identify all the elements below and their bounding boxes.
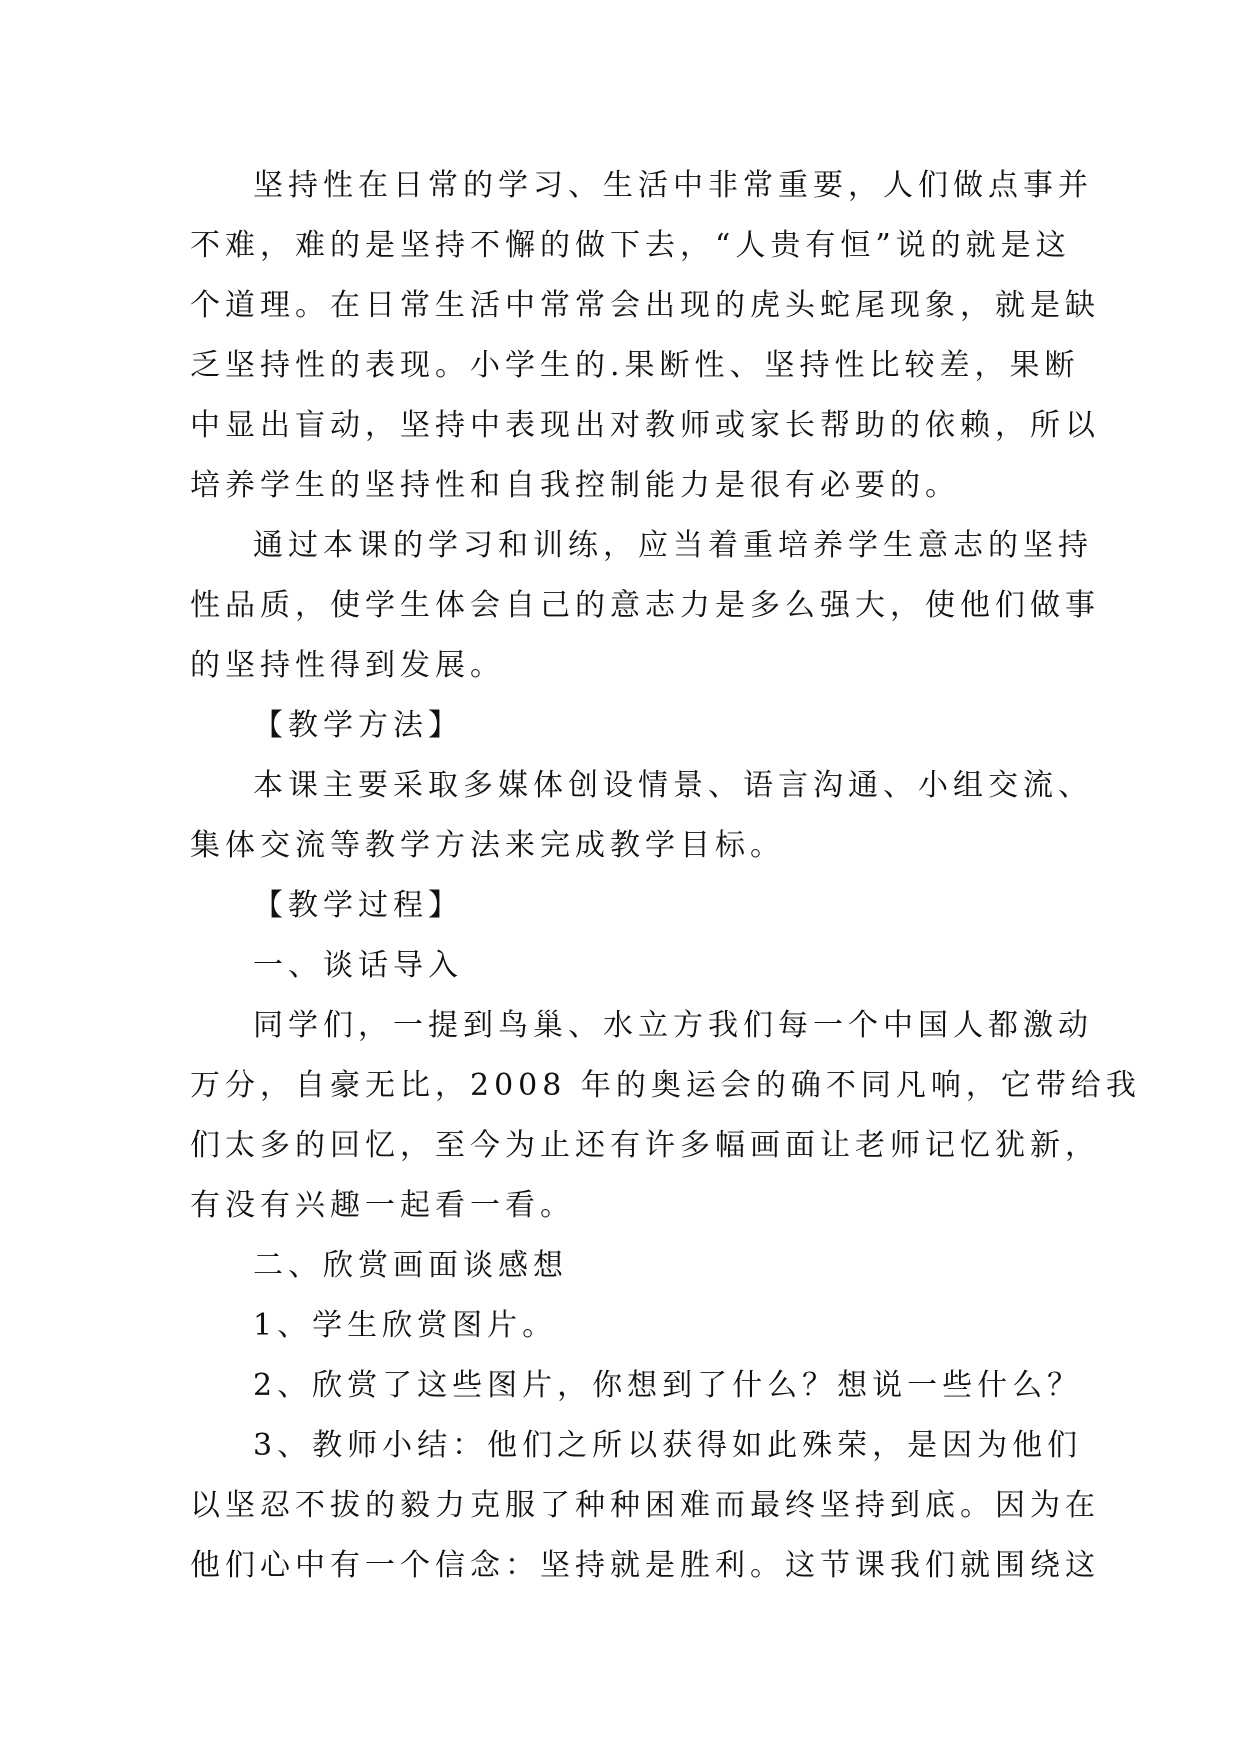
list-item: 1、学生欣赏图片。 — [253, 1308, 558, 1343]
text-line: 中显出盲动，坚持中表现出对教师或家长帮助的依赖，所以 — [190, 408, 1100, 443]
document-body — [190, 156, 1141, 1596]
section-heading-teaching-method: 【教学方法】 — [253, 708, 463, 743]
text-line: 个道理。在日常生活中常常会出现的虎头蛇尾现象，就是缺 — [190, 288, 1100, 323]
subheading-appreciation: 二、欣赏画面谈感想 — [253, 1248, 568, 1283]
text-line: 他们心中有一个信念：坚持就是胜利。这节课我们就围绕这 — [190, 1548, 1100, 1583]
list-item: 2、欣赏了这些图片，你想到了什么？想说一些什么？ — [253, 1368, 1083, 1403]
text-line: 们太多的回忆，至今为止还有许多幅画面让老师记忆犹新， — [190, 1128, 1100, 1163]
text-line: 坚持性在日常的学习、生活中非常重要，人们做点事并 — [253, 168, 1093, 203]
text-line: 以坚忍不拔的毅力克服了种种困难而最终坚持到底。因为在 — [190, 1488, 1100, 1523]
text-line: 通过本课的学习和训练，应当着重培养学生意志的坚持 — [253, 528, 1093, 563]
text-line: 有没有兴趣一起看一看。 — [190, 1188, 575, 1223]
text-line: 培养学生的坚持性和自我控制能力是很有必要的。 — [190, 468, 960, 503]
text-line: 同学们，一提到鸟巢、水立方我们每一个中国人都激动 — [253, 1008, 1093, 1043]
text-line: 乏坚持性的表现。小学生的.果断性、坚持性比较差，果断 — [190, 348, 1080, 383]
list-item: 3、教师小结：他们之所以获得如此殊荣，是因为他们 — [253, 1428, 1083, 1463]
text-line: 万分，自豪无比，2008 年的奥运会的确不同凡响，它带给我 — [190, 1068, 1141, 1103]
text-line: 性品质，使学生体会自己的意志力是多么强大，使他们做事 — [190, 588, 1100, 623]
text-line: 本课主要采取多媒体创设情景、语言沟通、小组交流、 — [253, 768, 1093, 803]
subheading-intro: 一、谈话导入 — [253, 948, 463, 983]
text-line: 集体交流等教学方法来完成教学目标。 — [190, 828, 785, 863]
section-heading-teaching-process: 【教学过程】 — [253, 888, 463, 923]
text-line: 的坚持性得到发展。 — [190, 648, 505, 683]
text-line: 不难，难的是坚持不懈的做下去，“人贵有恒”说的就是这 — [190, 228, 1071, 263]
